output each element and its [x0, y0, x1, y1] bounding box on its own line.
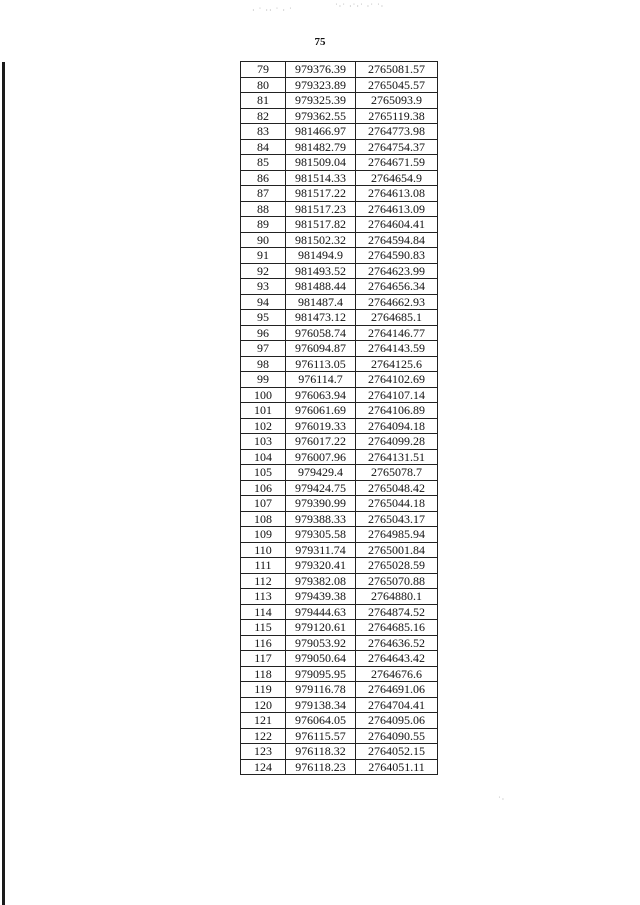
y-coordinate-cell: 2765093.9 [356, 93, 438, 109]
x-coordinate-cell: 976118.32 [286, 744, 356, 760]
table-row [241, 697, 438, 713]
table-row [241, 77, 438, 93]
table-row [241, 341, 438, 357]
y-coordinate-cell: 2764590.83 [356, 248, 438, 264]
x-coordinate-cell: 979305.58 [286, 527, 356, 543]
x-coordinate-cell: 979323.89 [286, 77, 356, 93]
point-number-cell: 114 [241, 604, 286, 620]
x-coordinate-cell: 979053.92 [286, 635, 356, 651]
point-number-cell: 118 [241, 666, 286, 682]
x-coordinate-cell: 979116.78 [286, 682, 356, 698]
scan-speckle: ˙·˙ ·˙·˙ ·˙ ˙· [335, 2, 385, 11]
x-coordinate-cell: 981473.12 [286, 310, 356, 326]
scan-speckle: ˙· [498, 795, 506, 804]
point-number-cell: 93 [241, 279, 286, 295]
table-row [241, 139, 438, 155]
point-number-cell: 123 [241, 744, 286, 760]
y-coordinate-cell: 2764685.1 [356, 310, 438, 326]
table-row [241, 666, 438, 682]
y-coordinate-cell: 2764613.09 [356, 201, 438, 217]
table-row [241, 108, 438, 124]
y-coordinate-cell: 2764880.1 [356, 589, 438, 605]
table-row [241, 387, 438, 403]
point-number-cell: 101 [241, 403, 286, 419]
point-number-cell: 89 [241, 217, 286, 233]
x-coordinate-cell: 976058.74 [286, 325, 356, 341]
point-number-cell: 81 [241, 93, 286, 109]
y-coordinate-cell: 2765045.57 [356, 77, 438, 93]
x-coordinate-cell: 976017.22 [286, 434, 356, 450]
y-coordinate-cell: 2764671.59 [356, 155, 438, 171]
table-row [241, 62, 438, 78]
y-coordinate-cell: 2764131.51 [356, 449, 438, 465]
y-coordinate-cell: 2764773.98 [356, 124, 438, 140]
x-coordinate-cell: 976063.94 [286, 387, 356, 403]
point-number-cell: 95 [241, 310, 286, 326]
point-number-cell: 109 [241, 527, 286, 543]
table-row [241, 170, 438, 186]
x-coordinate-cell: 979376.39 [286, 62, 356, 78]
x-coordinate-cell: 981466.97 [286, 124, 356, 140]
table-row [241, 496, 438, 512]
x-coordinate-cell: 979311.74 [286, 542, 356, 558]
table-row [241, 248, 438, 264]
y-coordinate-cell: 2764623.99 [356, 263, 438, 279]
point-number-cell: 80 [241, 77, 286, 93]
y-coordinate-cell: 2765044.18 [356, 496, 438, 512]
table-row [241, 604, 438, 620]
y-coordinate-cell: 2764656.34 [356, 279, 438, 295]
point-number-cell: 111 [241, 558, 286, 574]
point-number-cell: 79 [241, 62, 286, 78]
x-coordinate-cell: 981487.4 [286, 294, 356, 310]
y-coordinate-cell: 2765070.88 [356, 573, 438, 589]
x-coordinate-cell: 976118.23 [286, 759, 356, 775]
point-number-cell: 100 [241, 387, 286, 403]
y-coordinate-cell: 2764099.28 [356, 434, 438, 450]
point-number-cell: 83 [241, 124, 286, 140]
x-coordinate-cell: 981502.32 [286, 232, 356, 248]
y-coordinate-cell: 2764604.41 [356, 217, 438, 233]
x-coordinate-cell: 981493.52 [286, 263, 356, 279]
table-row [241, 542, 438, 558]
y-coordinate-cell: 2764102.69 [356, 372, 438, 388]
y-coordinate-cell: 2764704.41 [356, 697, 438, 713]
table-row [241, 620, 438, 636]
x-coordinate-cell: 976007.96 [286, 449, 356, 465]
x-coordinate-cell: 976094.87 [286, 341, 356, 357]
y-coordinate-cell: 2764094.18 [356, 418, 438, 434]
table-row [241, 93, 438, 109]
point-number-cell: 124 [241, 759, 286, 775]
x-coordinate-cell: 981517.23 [286, 201, 356, 217]
y-coordinate-cell: 2764691.06 [356, 682, 438, 698]
table-row [241, 186, 438, 202]
point-number-cell: 120 [241, 697, 286, 713]
y-coordinate-cell: 2764985.94 [356, 527, 438, 543]
y-coordinate-cell: 2765119.38 [356, 108, 438, 124]
x-coordinate-cell: 979444.63 [286, 604, 356, 620]
y-coordinate-cell: 2765078.7 [356, 465, 438, 481]
x-coordinate-cell: 981494.9 [286, 248, 356, 264]
y-coordinate-cell: 2764754.37 [356, 139, 438, 155]
point-number-cell: 119 [241, 682, 286, 698]
point-number-cell: 98 [241, 356, 286, 372]
point-number-cell: 115 [241, 620, 286, 636]
table-row [241, 263, 438, 279]
y-coordinate-cell: 2765028.59 [356, 558, 438, 574]
point-number-cell: 90 [241, 232, 286, 248]
table-row [241, 403, 438, 419]
x-coordinate-cell: 979424.75 [286, 480, 356, 496]
point-number-cell: 108 [241, 511, 286, 527]
point-number-cell: 99 [241, 372, 286, 388]
point-number-cell: 84 [241, 139, 286, 155]
table-row [241, 682, 438, 698]
x-coordinate-cell: 976114.7 [286, 372, 356, 388]
table-row [241, 201, 438, 217]
table-row [241, 728, 438, 744]
table-row [241, 279, 438, 295]
table-row [241, 589, 438, 605]
table-row [241, 232, 438, 248]
y-coordinate-cell: 2764090.55 [356, 728, 438, 744]
table-row [241, 217, 438, 233]
x-coordinate-cell: 979320.41 [286, 558, 356, 574]
point-number-cell: 86 [241, 170, 286, 186]
y-coordinate-cell: 2764643.42 [356, 651, 438, 667]
point-number-cell: 116 [241, 635, 286, 651]
x-coordinate-cell: 979362.55 [286, 108, 356, 124]
y-coordinate-cell: 2764874.52 [356, 604, 438, 620]
x-coordinate-cell: 981517.82 [286, 217, 356, 233]
y-coordinate-cell: 2764613.08 [356, 186, 438, 202]
table-row [241, 418, 438, 434]
table-row [241, 356, 438, 372]
point-number-cell: 102 [241, 418, 286, 434]
x-coordinate-cell: 981517.22 [286, 186, 356, 202]
table-row [241, 651, 438, 667]
table-row [241, 635, 438, 651]
y-coordinate-cell: 2764125.6 [356, 356, 438, 372]
x-coordinate-cell: 979050.64 [286, 651, 356, 667]
point-number-cell: 87 [241, 186, 286, 202]
y-coordinate-cell: 2765081.57 [356, 62, 438, 78]
coordinates-table [240, 61, 438, 775]
table-row [241, 155, 438, 171]
page-number: 75 [314, 36, 326, 48]
table-row [241, 511, 438, 527]
y-coordinate-cell: 2764662.93 [356, 294, 438, 310]
x-coordinate-cell: 979095.95 [286, 666, 356, 682]
x-coordinate-cell: 976064.05 [286, 713, 356, 729]
point-number-cell: 112 [241, 573, 286, 589]
point-number-cell: 122 [241, 728, 286, 744]
table-row [241, 527, 438, 543]
y-coordinate-cell: 2765043.17 [356, 511, 438, 527]
y-coordinate-cell: 2764106.89 [356, 403, 438, 419]
point-number-cell: 103 [241, 434, 286, 450]
table-row [241, 434, 438, 450]
x-coordinate-cell: 979325.39 [286, 93, 356, 109]
point-number-cell: 105 [241, 465, 286, 481]
x-coordinate-cell: 979138.34 [286, 697, 356, 713]
point-number-cell: 91 [241, 248, 286, 264]
point-number-cell: 97 [241, 341, 286, 357]
point-number-cell: 82 [241, 108, 286, 124]
y-coordinate-cell: 2764052.15 [356, 744, 438, 760]
table-row [241, 480, 438, 496]
point-number-cell: 85 [241, 155, 286, 171]
x-coordinate-cell: 976113.05 [286, 356, 356, 372]
x-coordinate-cell: 976061.69 [286, 403, 356, 419]
y-coordinate-cell: 2764676.6 [356, 666, 438, 682]
table-row [241, 294, 438, 310]
point-number-cell: 106 [241, 480, 286, 496]
y-coordinate-cell: 2764685.16 [356, 620, 438, 636]
x-coordinate-cell: 976115.57 [286, 728, 356, 744]
y-coordinate-cell: 2764146.77 [356, 325, 438, 341]
point-number-cell: 110 [241, 542, 286, 558]
x-coordinate-cell: 979429.4 [286, 465, 356, 481]
point-number-cell: 94 [241, 294, 286, 310]
table-row [241, 372, 438, 388]
point-number-cell: 104 [241, 449, 286, 465]
table-row [241, 759, 438, 775]
y-coordinate-cell: 2764594.84 [356, 232, 438, 248]
y-coordinate-cell: 2764143.59 [356, 341, 438, 357]
x-coordinate-cell: 981488.44 [286, 279, 356, 295]
scan-margin-line [2, 62, 5, 905]
table-row [241, 325, 438, 341]
x-coordinate-cell: 979120.61 [286, 620, 356, 636]
point-number-cell: 88 [241, 201, 286, 217]
y-coordinate-cell: 2765001.84 [356, 542, 438, 558]
table-row [241, 310, 438, 326]
table-row [241, 465, 438, 481]
x-coordinate-cell: 981514.33 [286, 170, 356, 186]
x-coordinate-cell: 979390.99 [286, 496, 356, 512]
point-number-cell: 117 [241, 651, 286, 667]
x-coordinate-cell: 979382.08 [286, 573, 356, 589]
point-number-cell: 113 [241, 589, 286, 605]
y-coordinate-cell: 2764095.06 [356, 713, 438, 729]
table-row [241, 744, 438, 760]
x-coordinate-cell: 981509.04 [286, 155, 356, 171]
y-coordinate-cell: 2764636.52 [356, 635, 438, 651]
y-coordinate-cell: 2765048.42 [356, 480, 438, 496]
scan-speckle: · ˙ ·· ˙ · ˙ [252, 6, 293, 15]
x-coordinate-cell: 979439.38 [286, 589, 356, 605]
table-row [241, 124, 438, 140]
y-coordinate-cell: 2764654.9 [356, 170, 438, 186]
y-coordinate-cell: 2764107.14 [356, 387, 438, 403]
x-coordinate-cell: 976019.33 [286, 418, 356, 434]
point-number-cell: 121 [241, 713, 286, 729]
x-coordinate-cell: 981482.79 [286, 139, 356, 155]
point-number-cell: 107 [241, 496, 286, 512]
point-number-cell: 96 [241, 325, 286, 341]
table-row [241, 573, 438, 589]
table-row [241, 713, 438, 729]
coordinates-table-body [241, 62, 438, 775]
x-coordinate-cell: 979388.33 [286, 511, 356, 527]
point-number-cell: 92 [241, 263, 286, 279]
y-coordinate-cell: 2764051.11 [356, 759, 438, 775]
table-row [241, 449, 438, 465]
table-row [241, 558, 438, 574]
